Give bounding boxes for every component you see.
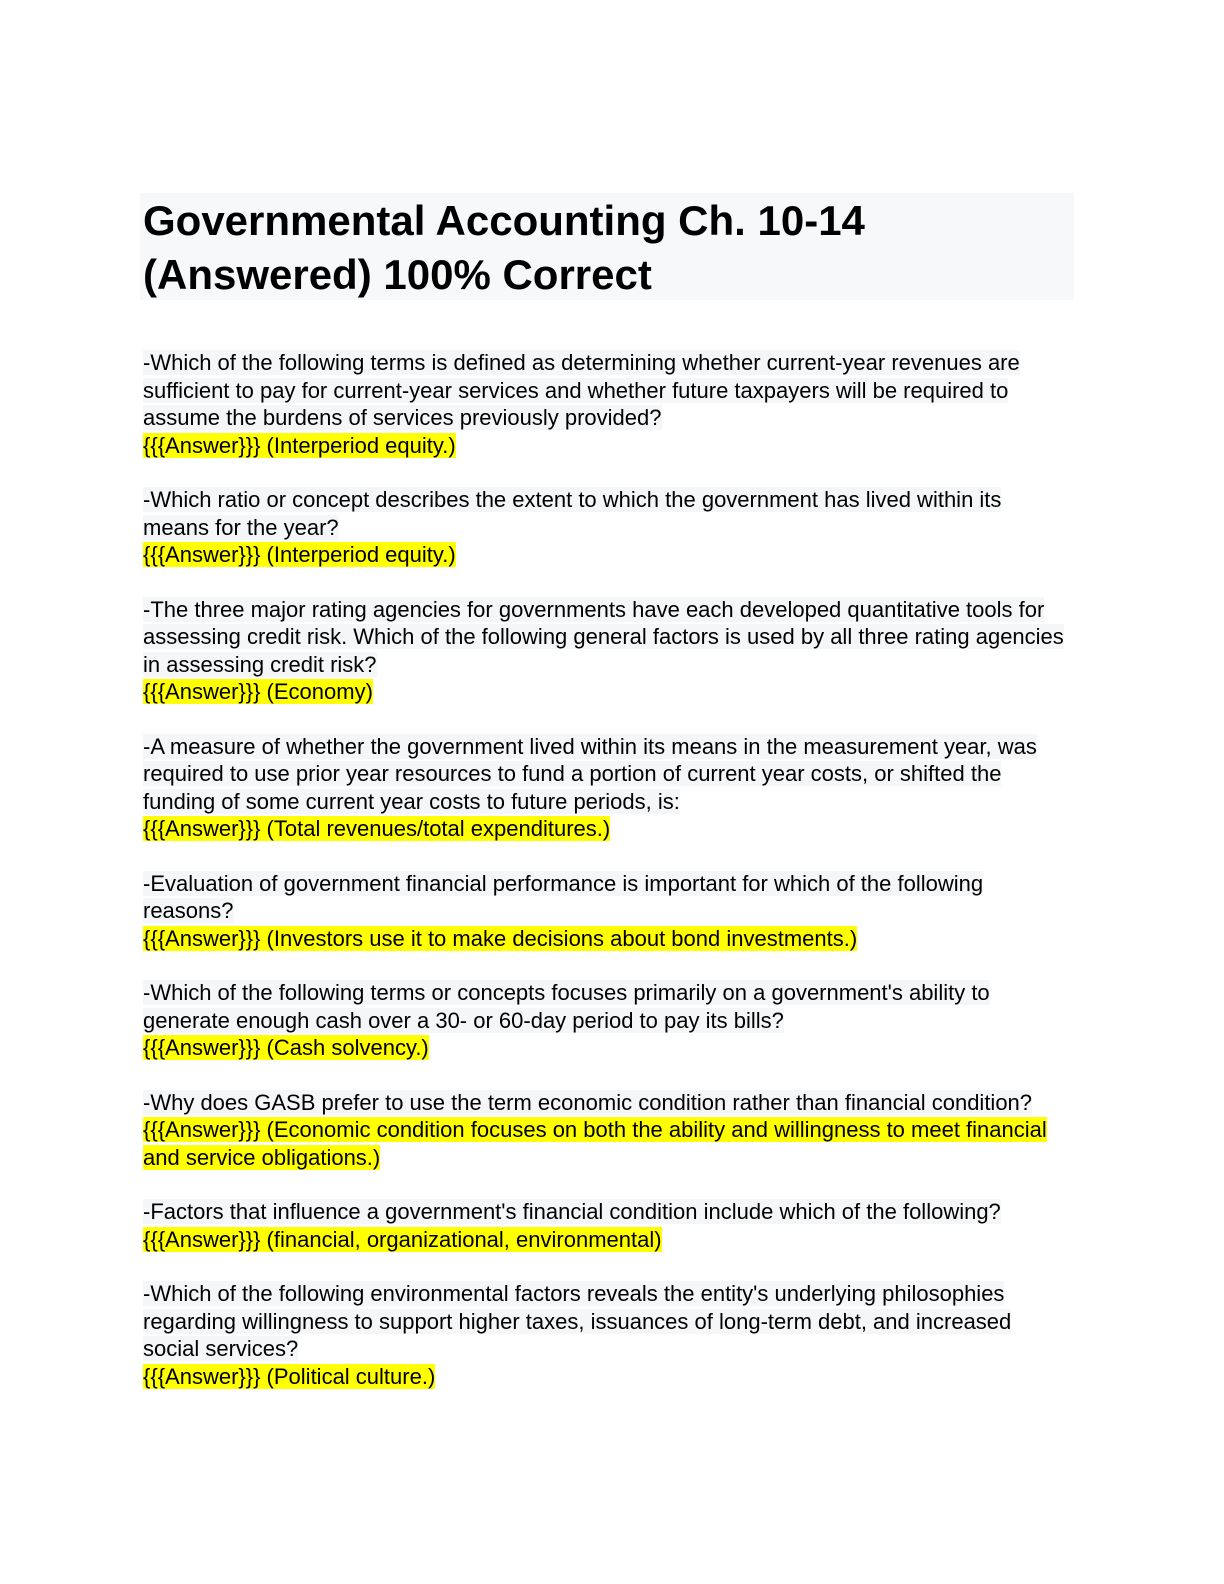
question-text: -Which of the following terms or concepts focuses primarily on a government's ability to generate enough cash over a 30- or 60-day period to pay its bills? [143, 980, 990, 1033]
qa-item-1 [143, 349, 1073, 459]
qa-item-7 [143, 1089, 1073, 1172]
title-line-1: Governmental Accounting Ch. 10-14 [143, 197, 865, 244]
qa-list [143, 349, 1073, 1417]
answer-text: {{{Answer}}} (Political culture.) [143, 1363, 436, 1389]
qa-item-5 [143, 870, 1073, 953]
question-text: -Which ratio or concept describes the extent to which the government has lived within its means for the year? [143, 487, 1002, 540]
qa-item-3 [143, 596, 1073, 706]
qa-item-8 [143, 1198, 1073, 1253]
question-text: -Which of the following environmental factors reveals the entity's underlying philosophies regarding willingness to support higher taxes, issuances of long-term debt, and increased social services? [143, 1281, 1012, 1361]
answer-text: {{{Answer}}} (financial, organizational, environmental) [143, 1226, 662, 1252]
question-text: -Why does GASB prefer to use the term economic condition rather than financial condition? [143, 1089, 1033, 1115]
question-text: -Which of the following terms is defined as determining whether current-year revenues are sufficient to pay for current-year services and whether future taxpayers will be required to assume the burdens of services previously provided? [143, 350, 1020, 430]
document-title [140, 193, 1074, 300]
qa-item-6 [143, 979, 1073, 1062]
question-text: -The three major rating agencies for governments have each developed quantitative tools for assessing credit risk. Which of the following general factors is used by all three rating agencies in assessing credit risk? [143, 596, 1064, 677]
title-line-2: (Answered) 100% Correct [143, 251, 652, 298]
answer-text: {{{Answer}}} (Investors use it to make decisions about bond investments.) [143, 925, 858, 951]
question-text: -Evaluation of government financial performance is important for which of the following reasons? [143, 870, 984, 923]
answer-text: {{{Answer}}} (Interperiod equity.) [143, 432, 456, 458]
qa-item-2 [143, 486, 1073, 569]
answer-text: {{{Answer}}} (Cash solvency.) [143, 1035, 429, 1060]
answer-text: {{{Answer}}} (Interperiod equity.) [143, 542, 456, 567]
qa-item-4 [143, 733, 1073, 843]
answer-text: {{{Answer}}} (Economic condition focuses on both the ability and willingness to meet financial and service obligations.) [143, 1117, 1047, 1170]
question-text: -A measure of whether the government lived within its means in the measurement year, was required to use prior year resources to fund a portion of current year costs, or shifted the funding of some current year costs to future periods, is: [143, 733, 1037, 814]
question-text: -Factors that influence a government's financial condition include which of the following? [143, 1199, 1001, 1224]
answer-text: {{{Answer}}} (Total revenues/total expenditures.) [143, 816, 611, 841]
qa-item-9 [143, 1280, 1073, 1390]
answer-text: {{{Answer}}} (Economy) [143, 679, 373, 704]
